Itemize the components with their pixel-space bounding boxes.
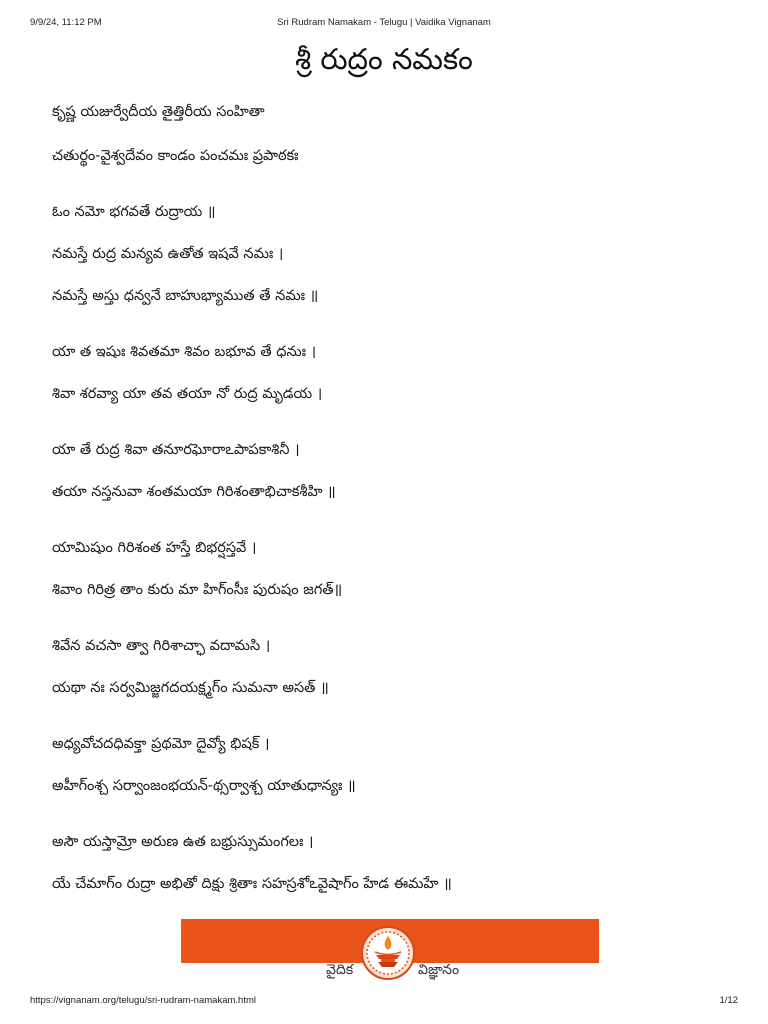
- logo-text-vignanam: విజ్ఞానం: [418, 962, 460, 978]
- verse-line: యే చేమాగ్ం రుద్రా అభితో దిక్షు శ్రితాః సహస్రశోఽవైషాగ్ం హేడ ఈమహే ॥: [52, 876, 452, 892]
- verse-line: యా తే రుద్ర శివా తనూరఘోరాఽపాపకాశినీ ।: [52, 442, 300, 458]
- verse-line: అసౌ యస్తామ్రో అరుణ ఉత బభ్రుస్సుమంగలః ।: [52, 834, 314, 850]
- document-title: శ్రీ రుద్రం నమకం: [295, 42, 473, 76]
- verse-line: చతుర్థం-వైశ్వదేవం కాండం పంచమః ప్రపాఠకః: [52, 148, 299, 164]
- verse-line: ఓం నమో భగవతే రుద్రాయ ॥: [52, 204, 216, 220]
- print-page-title: Sri Rudram Namakam - Telugu | Vaidika Vignanam: [277, 17, 491, 28]
- logo-text-vaidika: వైదిక: [326, 962, 354, 978]
- verse-line: శివా శరవ్యా యా తవ తయా నో రుద్ర మృడయ ।: [52, 386, 323, 402]
- verse-line: తయా నస్తనువా శంతమయా గిరిశంతాభిచాకశీహి ॥: [52, 484, 336, 500]
- footer-url[interactable]: https://vignanam.org/telugu/sri-rudram-namakam.html: [30, 995, 256, 1006]
- verse-line: అధ్యవోచదధివక్తా ప్రథమో దైవ్యో భిషక్ ।: [52, 736, 270, 752]
- verse-line: శివాం గిరిత్ర తాం కురు మా హిగ్ంసీః పురుషం జగత్॥: [52, 582, 343, 598]
- verse-line: యథా నః సర్వమిజ్జగదయక్ష్మగ్ం సుమనా అసత్ ॥: [52, 680, 329, 696]
- lamp-logo-icon: [361, 926, 415, 980]
- verse-line: నమస్తే రుద్ర మన్యవ ఉతోత ఇషవే నమః ।: [52, 246, 284, 262]
- verse-line: యా త ఇషుః శివతమా శివం బభూవ తే ధనుః ।: [52, 344, 317, 360]
- verse-line: శివేన వచసా త్వా గిరిశాచ్ఛా వదామసి ।: [52, 638, 271, 654]
- print-datetime: 9/9/24, 11:12 PM: [30, 17, 102, 28]
- verse-line: అహీగ్ంశ్చ సర్వాంజంభయన్-థ్సర్వాశ్చ యాతుధాన్యః ॥: [52, 778, 356, 794]
- verse-line: కృష్ణ యజుర్వేదీయ తైత్తిరీయ సంహితా: [52, 104, 265, 120]
- verse-line: యామిషుం గిరిశంత హస్తే బిభర్షస్తవే ।: [52, 540, 257, 556]
- verse-line: నమస్తే అస్తు ధన్వనే బాహుభ్యాముత తే నమః ॥: [52, 288, 319, 304]
- footer-page-number: 1/12: [719, 995, 738, 1006]
